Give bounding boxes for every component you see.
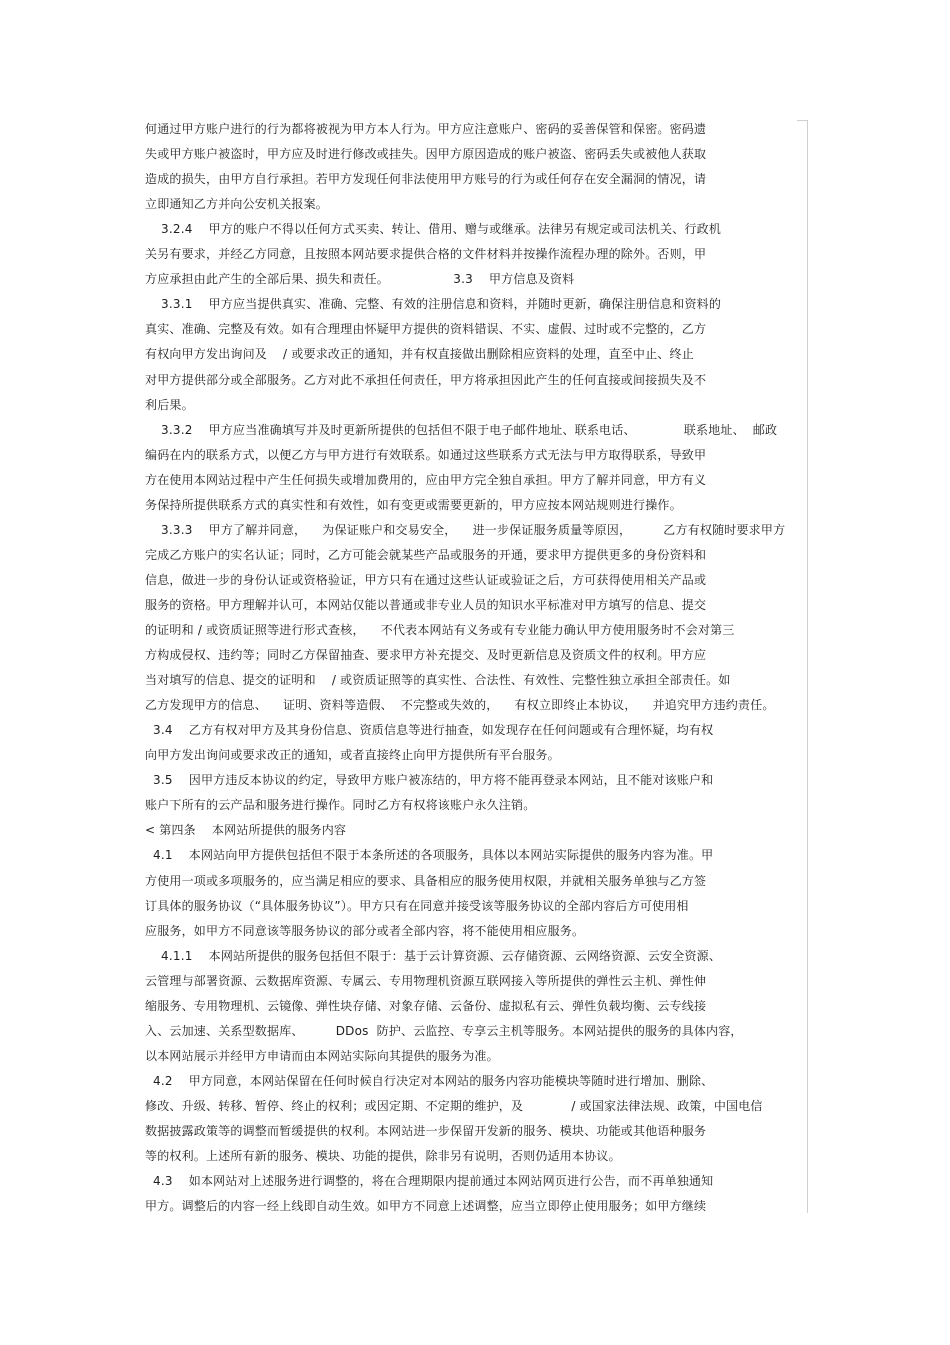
- text-line: 订具体的服务协议（“具体服务协议”）。甲方只有在同意并接受该等服务协议的全部内容后方可使用相: [145, 899, 689, 913]
- text-line: 务保持所提供联系方式的真实性和有效性，如有变更或需要更新的，甲方应按本网站规则进行操作。: [145, 498, 682, 512]
- text-line: 4.3 如本网站对上述服务进行调整的，将在合理期限内提前通过本网站网页进行公告，而不再单独通知: [145, 1174, 714, 1188]
- text-line: 修改、升级、转移、暂停、终止的权利；或因定期、不定期的维护，及 / 或国家法律法规、政策，中国电信: [145, 1099, 763, 1113]
- text-line: 服务的资格。甲方理解并认可，本网站仅能以普通或非专业人员的知识水平标准对甲方填写的信息、提交: [145, 598, 707, 612]
- text-line: < 第四条 本网站所提供的服务内容: [145, 823, 347, 837]
- text-line: 有权向甲方发出询问及 / 或要求改正的通知，并有权直接做出删除相应资料的处理，直至中止、终止: [145, 347, 694, 361]
- text-line: 4.2 甲方同意，本网站保留在任何时候自行决定对本网站的服务内容功能模块等随时进行增加、删除、: [145, 1074, 714, 1088]
- text-line: 等的权利。上述所有新的服务、模块、功能的提供，除非另有说明，否则仍适用本协议。: [145, 1149, 621, 1163]
- text-line: 造成的损失，由甲方自行承担。若甲方发现任何非法使用甲方账号的行为或任何存在安全漏洞的情况，请: [145, 172, 707, 186]
- text-line: 真实、准确、完整及有效。如有合理理由怀疑甲方提供的资料错误、不实、虚假、过时或不完整的，乙方: [145, 322, 707, 336]
- text-line: 甲方。调整后的内容一经上线即自动生效。如甲方不同意上述调整，应当立即停止使用服务；如甲方继续: [145, 1199, 707, 1213]
- text-line: 缩服务、专用物理机、云镜像、弹性块存储、对象存储、云备份、虚拟私有云、弹性负载均衡、云专线接: [145, 999, 707, 1013]
- text-line: 对甲方提供部分或全部服务。乙方对此不承担任何责任，甲方将承担因此产生的任何直接或间接损失及不: [145, 373, 707, 387]
- text-line: 立即通知乙方并向公安机关报案。: [145, 197, 329, 211]
- text-line: 3.4 乙方有权对甲方及其身份信息、资质信息等进行抽查，如发现存在任何问题或有合理怀疑，均有权: [145, 723, 714, 737]
- text-line: 入、云加速、关系型数据库、 DDos 防护、云监控、专享云主机等服务。本网站提供的服务的具体内容，: [145, 1024, 743, 1038]
- text-line: 云管理与部署资源、云数据库资源、专属云、专用物理机资源互联网接入等所提供的弹性云主机、弹性伸: [145, 974, 707, 988]
- text-line: 方应承担由此产生的全部后果、损失和责任。 3.3 甲方信息及资料: [145, 272, 575, 286]
- text-line: 数据披露政策等的调整而暂缓提供的权利。本网站进一步保留开发新的服务、模块、功能或其他语种服务: [145, 1124, 707, 1138]
- text-line: 3.2.4 甲方的账户不得以任何方式买卖、转让、借用、赠与或继承。法律另有规定或司法机关、行政机: [145, 222, 722, 236]
- text-line: 以本网站展示并经甲方申请而由本网站实际向其提供的服务为准。: [145, 1049, 499, 1063]
- text-line: 应服务，如甲方不同意该等服务协议的部分或者全部内容，将不能使用相应服务。: [145, 924, 585, 938]
- text-line: 4.1 本网站向甲方提供包括但不限于本条所述的各项服务，具体以本网站实际提供的服务内容为准。甲: [145, 848, 714, 862]
- text-line: 向甲方发出询问或要求改正的通知，或者直接终止向甲方提供所有平台服务。: [145, 748, 560, 762]
- page-frame-right-edge: [807, 120, 808, 1213]
- text-line: 何通过甲方账户进行的行为都将被视为甲方本人行为。甲方应注意账户、密码的妥善保管和保密。密码遗: [145, 122, 707, 136]
- text-line: 的证明和 / 或资质证照等进行形式查核， 不代表本网站有义务或有专业能力确认甲方使用服务时不会对第三: [145, 623, 735, 637]
- text-line: 乙方发现甲方的信息、 证明、资料等造假、 不完整或失效的， 有权立即终止本协议， 并追究甲方违约责任。: [145, 698, 775, 712]
- text-line: 编码在内的联系方式，以便乙方与甲方进行有效联系。如通过这些联系方式无法与甲方取得联系，导致甲: [145, 448, 707, 462]
- text-line: 信息，做进一步的身份认证或资格验证，甲方只有在通过这些认证或验证之后，方可获得使用相关产品或: [145, 573, 707, 587]
- text-line: 关另有要求，并经乙方同意，且按照本网站要求提供合格的文件材料并按操作流程办理的除外。否则，甲: [145, 247, 707, 261]
- text-line: 3.3.3 甲方了解并同意， 为保证账户和交易安全， 进一步保证服务质量等原因， 乙方有权随时要求甲方: [145, 523, 786, 537]
- text-line: 方使用一项或多项服务的，应当满足相应的要求、具备相应的服务使用权限，并就相关服务单独与乙方签: [145, 874, 707, 888]
- text-line: 方在使用本网站过程中产生任何损失或增加费用的，应由甲方完全独自承担。甲方了解并同意，甲方有义: [145, 473, 707, 487]
- text-line: 账户下所有的云产品和服务进行操作。同时乙方有权将该账户永久注销。: [145, 798, 536, 812]
- text-line: 4.1.1 本网站所提供的服务包括但不限于：基于云计算资源、云存储资源、云网络资源、云安全资源、: [145, 949, 722, 963]
- text-line: 方构成侵权、违约等；同时乙方保留抽查、要求甲方补充提交、及时更新信息及资质文件的权利。甲方应: [145, 648, 707, 662]
- text-line: 利后果。: [145, 398, 194, 412]
- page-frame-top-edge: [797, 120, 807, 121]
- text-line: 3.3.1 甲方应当提供真实、准确、完整、有效的注册信息和资料，并随时更新，确保注册信息和资料的: [145, 297, 722, 311]
- text-line: 当对填写的信息、提交的证明和 / 或资质证照等的真实性、合法性、有效性、完整性独立承担全部责任。如: [145, 673, 731, 687]
- text-line: 完成乙方账户的实名认证；同时，乙方可能会就某些产品或服务的开通，要求甲方提供更多的身份资料和: [145, 548, 707, 562]
- text-line: 失或甲方账户被盗时，甲方应及时进行修改或挂失。因甲方原因造成的账户被盗、密码丢失或被他人获取: [145, 147, 707, 161]
- text-line: 3.5 因甲方违反本协议的约定，导致甲方账户被冻结的，甲方将不能再登录本网站，且不能对该账户和: [145, 773, 714, 787]
- text-line: 3.3.2 甲方应当准确填写并及时更新所提供的包括但不限于电子邮件地址、联系电话、 联系地址、 邮政: [145, 423, 778, 437]
